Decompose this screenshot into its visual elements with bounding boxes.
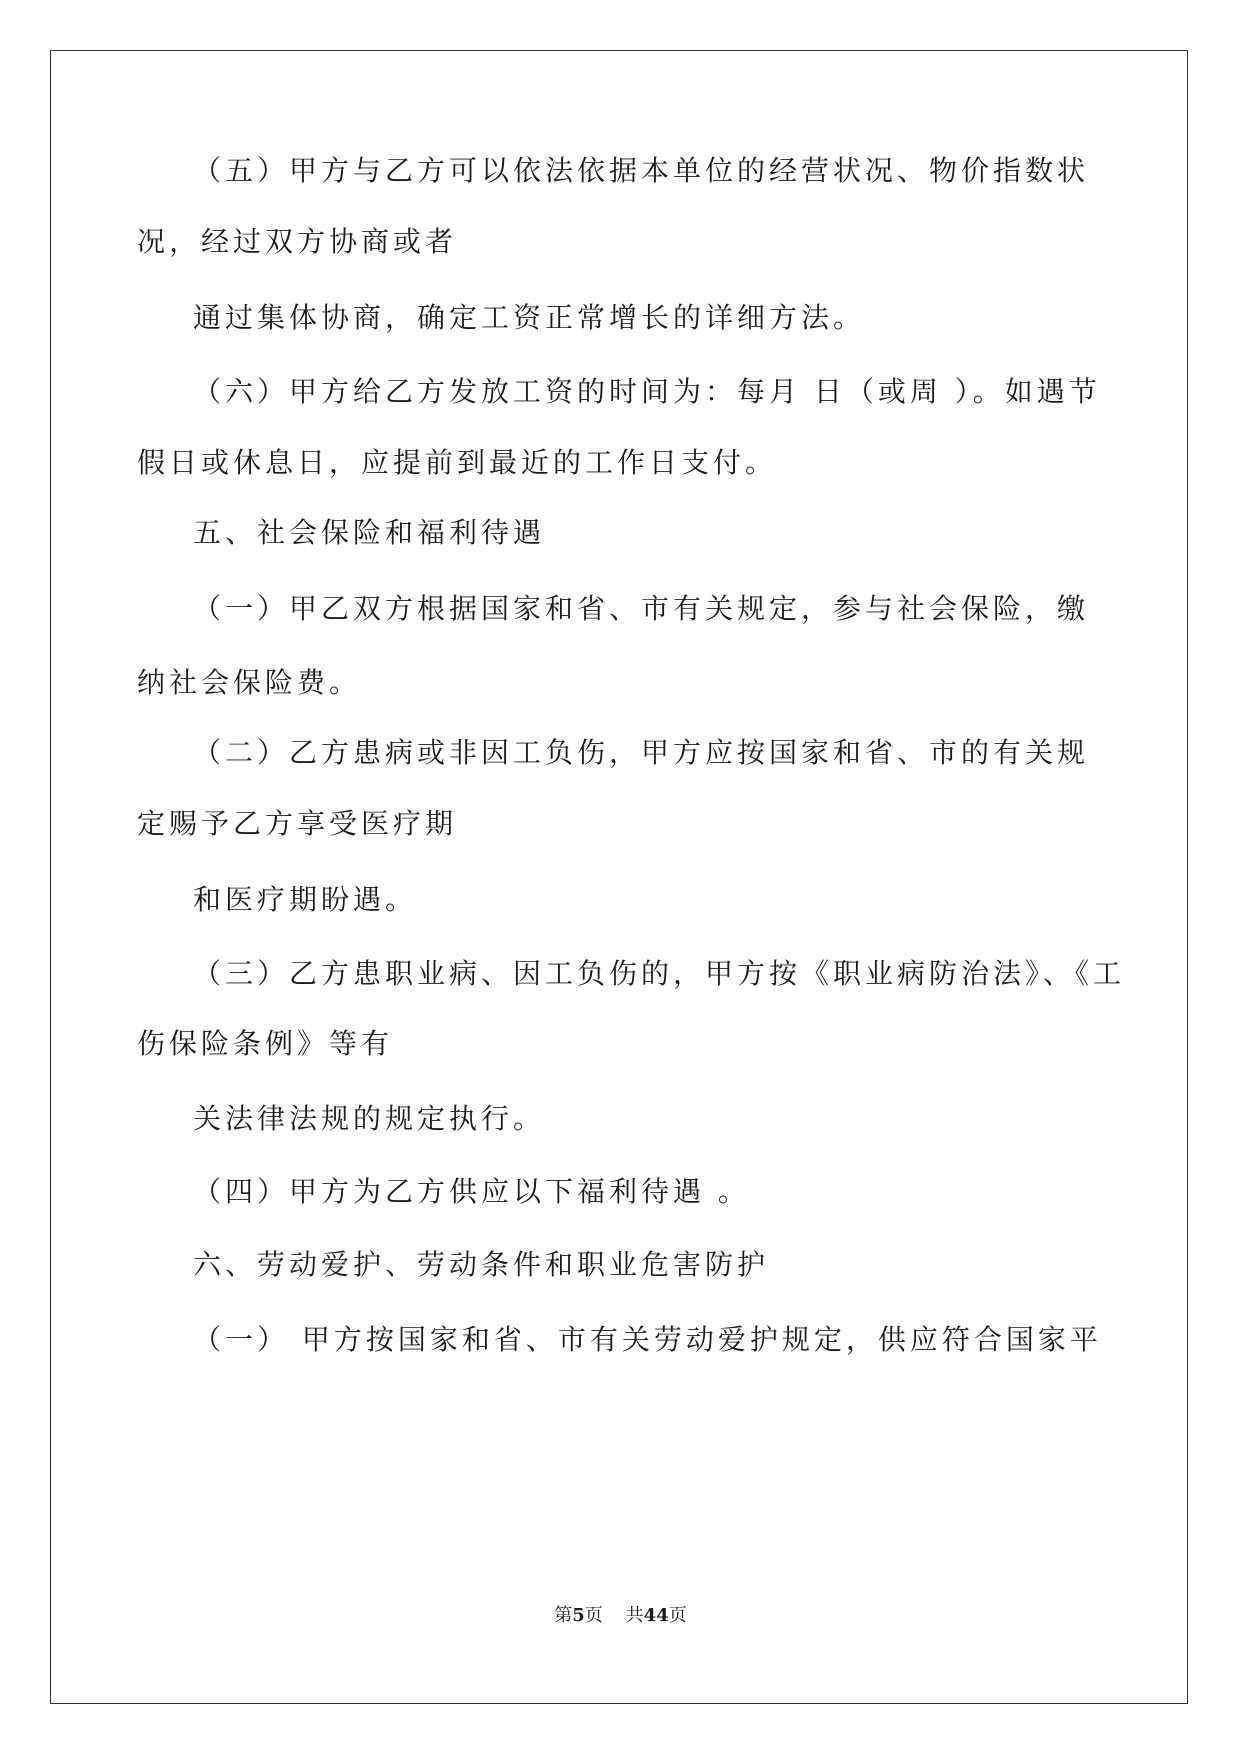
paragraph-line-12: （三）乙方患职业病、因工负伤的，甲方按《职业病防治法》、《工 xyxy=(193,957,1126,990)
footer-total-pages: 44 xyxy=(643,1605,669,1626)
paragraph-line-17: （一） 甲方按国家和省、市有关劳动爱护规定，供应符合国家平 xyxy=(193,1323,1102,1356)
paragraph-line-2: 况，经过双方协商或者 xyxy=(137,225,458,258)
paragraph-line-14: 关法律法规的规定执行。 xyxy=(193,1102,546,1135)
footer-current-page: 5 xyxy=(572,1605,585,1626)
footer-total-unit: 页 xyxy=(668,1605,687,1626)
paragraph-line-13: 伤保险条例》等有 xyxy=(137,1027,394,1060)
paragraph-line-11: 和医疗期盼遇。 xyxy=(193,883,418,916)
paragraph-line-7: （一）甲乙双方根据国家和省、市有关规定，参与社会保险，缴 xyxy=(193,592,1090,625)
paragraph-line-5: 假日或休息日，应提前到最近的工作日支付。 xyxy=(137,446,778,479)
footer-prefix: 第 xyxy=(554,1605,573,1626)
page-footer xyxy=(0,1604,1241,1628)
footer-page-unit: 页 xyxy=(584,1605,603,1626)
paragraph-line-4: （六）甲方给乙方发放工资的时间为：每月 日（或周 ）。如遇节 xyxy=(193,375,1101,408)
section-heading-5: 五、社会保险和福利待遇 xyxy=(193,516,546,549)
paragraph-line-9: （二）乙方患病或非因工负伤，甲方应按国家和省、市的有关规 xyxy=(193,736,1090,769)
section-heading-6: 六、劳动爱护、劳动条件和职业危害防护 xyxy=(193,1248,770,1281)
paragraph-line-1: （五）甲方与乙方可以依法依据本单位的经营状况、物价指数状 xyxy=(193,154,1090,187)
paragraph-line-8: 纳社会保险费。 xyxy=(137,666,362,699)
page-border xyxy=(50,50,1188,1704)
footer-total-prefix: 共 xyxy=(625,1605,644,1626)
paragraph-line-10: 定赐予乙方享受医疗期 xyxy=(137,807,458,840)
paragraph-line-15: （四）甲方为乙方供应以下福利待遇 。 xyxy=(193,1175,750,1208)
paragraph-line-3: 通过集体协商，确定工资正常增长的详细方法。 xyxy=(193,301,866,334)
